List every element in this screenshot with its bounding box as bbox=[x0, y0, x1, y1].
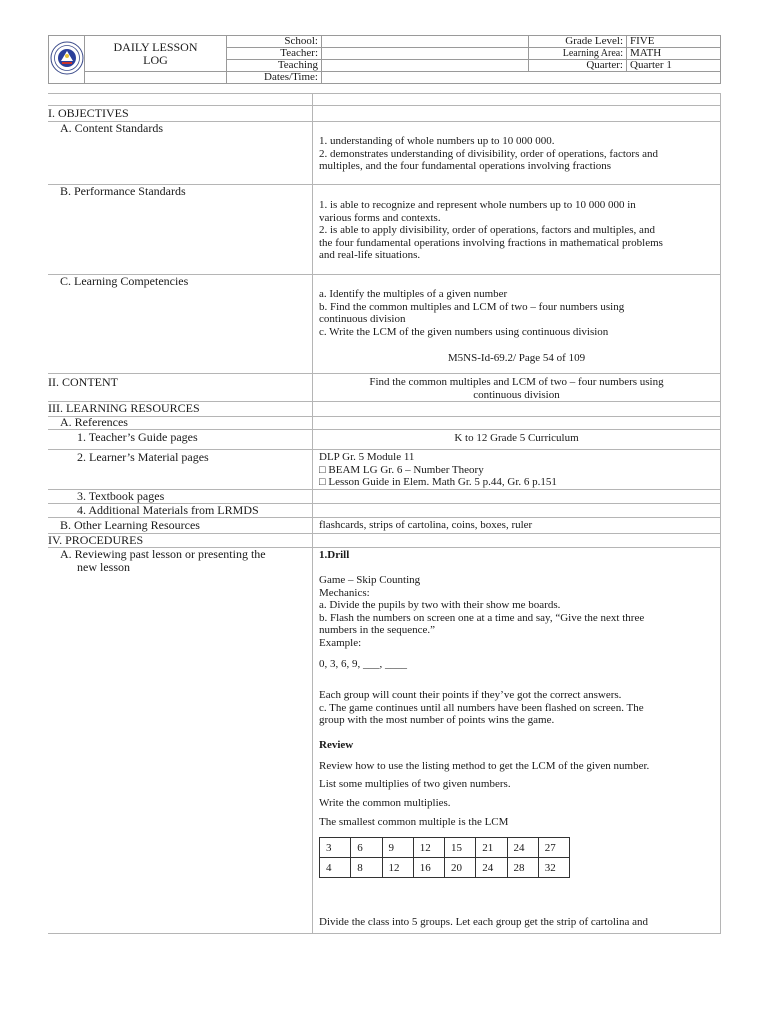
table-cell: 16 bbox=[413, 858, 444, 878]
scoring-text: Each group will count their points if they’ve got the correct answers. c. The game continues until all numbers have been flashed on screen. The group with the most number of points wins the game. bbox=[319, 689, 644, 726]
teacher-label: Teacher: bbox=[227, 48, 322, 60]
content-row bbox=[48, 373, 720, 402]
performance-standards-text: 1. is able to recognize and represent whole numbers up to 10 000 000 in various forms and contexts. 2. is able to apply divisibility, order of operations, factors and multiples, and the four fundamental operations involving fractions in mathematical problems and real-life situations. bbox=[319, 199, 663, 261]
other-resources-label: B. Other Learning Resources bbox=[60, 518, 200, 532]
content-standards-row bbox=[48, 121, 720, 185]
performance-standards-row bbox=[48, 184, 720, 275]
table-cell: 21 bbox=[476, 838, 507, 858]
procedures-heading: IV. PROCEDURES bbox=[48, 533, 144, 547]
table-cell: 9 bbox=[382, 838, 413, 858]
learners-material-row bbox=[48, 449, 720, 490]
other-resources-value: flashcards, strips of cartolina, coins, boxes, ruler bbox=[319, 519, 533, 531]
review-heading: Review bbox=[319, 739, 354, 751]
textbook-label: 3. Textbook pages bbox=[77, 489, 165, 503]
references-row bbox=[48, 416, 720, 430]
teacher-value bbox=[322, 48, 529, 60]
table-cell: 4 bbox=[320, 858, 351, 878]
review-line-2: List some multiplies of two given numbers. bbox=[319, 778, 511, 790]
learning-competencies-row bbox=[48, 274, 720, 374]
quarter-label: Quarter: bbox=[529, 60, 627, 72]
lesson-plan-table bbox=[48, 93, 721, 934]
table-cell: 24 bbox=[507, 838, 538, 858]
deped-seal-icon bbox=[50, 41, 84, 75]
title-spacer bbox=[85, 72, 227, 84]
objectives-row bbox=[48, 105, 720, 122]
review-line-1: Review how to use the listing method to get the LCM of the given number. bbox=[319, 760, 650, 772]
learning-competencies-text: a. Identify the multiples of a given number b. Find the common multiples and LCM of two – four numbers using continuous division c. Write the LCM of the given numbers using continuous division bbox=[319, 288, 625, 338]
teachers-guide-row bbox=[48, 429, 720, 450]
table-cell: 20 bbox=[445, 858, 476, 878]
drill-heading: 1.Drill bbox=[319, 549, 350, 561]
grade-level-value: FIVE bbox=[627, 36, 721, 48]
game-mechanics-text: Game – Skip Counting Mechanics: a. Divide the pupils by two with their show me boards. b. Flash the numbers on screen one at a time and say, “Give the next three numbers in the sequence.” Example: bbox=[319, 574, 645, 649]
table-cell: 28 bbox=[507, 858, 538, 878]
competency-code: M5NS-Id-69.2/ Page 54 of 109 bbox=[447, 352, 586, 364]
learning-competencies-label: C. Learning Competencies bbox=[60, 274, 189, 288]
table-cell: 12 bbox=[382, 858, 413, 878]
dates-time-value bbox=[322, 72, 721, 84]
table-cell: 12 bbox=[413, 838, 444, 858]
performance-standards-label: B. Performance Standards bbox=[60, 184, 186, 198]
final-instruction: Divide the class into 5 groups. Let each group get the strip of cartolina and bbox=[319, 916, 648, 928]
document-title: DAILY LESSON LOG bbox=[85, 36, 227, 72]
teachers-guide-value: K to 12 Grade 5 Curriculum bbox=[454, 432, 579, 444]
content-standards-label: A. Content Standards bbox=[60, 121, 163, 135]
logo-cell bbox=[49, 36, 85, 84]
dates-time-label: Dates/Time: bbox=[227, 72, 322, 84]
table-cell: 3 bbox=[320, 838, 351, 858]
table-cell: 8 bbox=[351, 858, 382, 878]
school-label: School: bbox=[227, 36, 322, 48]
content-standards-text: 1. understanding of whole numbers up to 10 000 000. 2. demonstrates understanding of divisibility, order of operations, factors and multiples, and the four fundamental operations involving fractions bbox=[319, 135, 658, 172]
school-value bbox=[322, 36, 529, 48]
other-resources-row bbox=[48, 517, 720, 534]
table-cell: 27 bbox=[538, 838, 569, 858]
procedures-row bbox=[48, 533, 720, 548]
multiples-table bbox=[319, 837, 570, 878]
example-sequence: 0, 3, 6, 9, ___, ____ bbox=[319, 658, 407, 670]
table-row bbox=[320, 838, 570, 858]
learning-area-label: Learning Area: bbox=[529, 48, 627, 60]
textbook-row bbox=[48, 489, 720, 504]
header-table bbox=[48, 35, 721, 84]
learners-material-text: DLP Gr. 5 Module 11 □ BEAM LG Gr. 6 – Number Theory □ Lesson Guide in Elem. Math Gr. 5 p.44, Gr. 6 p.151 bbox=[319, 451, 557, 488]
objectives-heading: I. OBJECTIVES bbox=[48, 106, 129, 120]
review-line-4: The smallest common multiple is the LCM bbox=[319, 816, 509, 828]
table-cell: 24 bbox=[476, 858, 507, 878]
learners-material-label: 2. Learner’s Material pages bbox=[77, 450, 209, 464]
teaching-label: Teaching bbox=[227, 60, 322, 72]
content-heading: II. CONTENT bbox=[48, 375, 118, 389]
content-text: Find the common multiples and LCM of two – four numbers using continuous division bbox=[369, 376, 664, 401]
table-cell: 15 bbox=[445, 838, 476, 858]
references-label: A. References bbox=[60, 415, 128, 429]
grade-level-label: Grade Level: bbox=[529, 36, 627, 48]
quarter-value: Quarter 1 bbox=[627, 60, 721, 72]
table-cell: 6 bbox=[351, 838, 382, 858]
review-line-3: Write the common multiplies. bbox=[319, 797, 451, 809]
table-row bbox=[320, 858, 570, 878]
teaching-value bbox=[322, 60, 529, 72]
lrmds-label: 4. Additional Materials from LRMDS bbox=[77, 503, 259, 517]
table-cell: 32 bbox=[538, 858, 569, 878]
learning-resources-row bbox=[48, 401, 720, 417]
reviewing-label: A. Reviewing past lesson or presenting the new lesson bbox=[60, 547, 266, 574]
learning-resources-heading: III. LEARNING RESOURCES bbox=[48, 401, 200, 415]
teachers-guide-label: 1. Teacher’s Guide pages bbox=[77, 430, 198, 444]
lrmds-row bbox=[48, 503, 720, 518]
learning-area-value: MATH bbox=[627, 48, 721, 60]
